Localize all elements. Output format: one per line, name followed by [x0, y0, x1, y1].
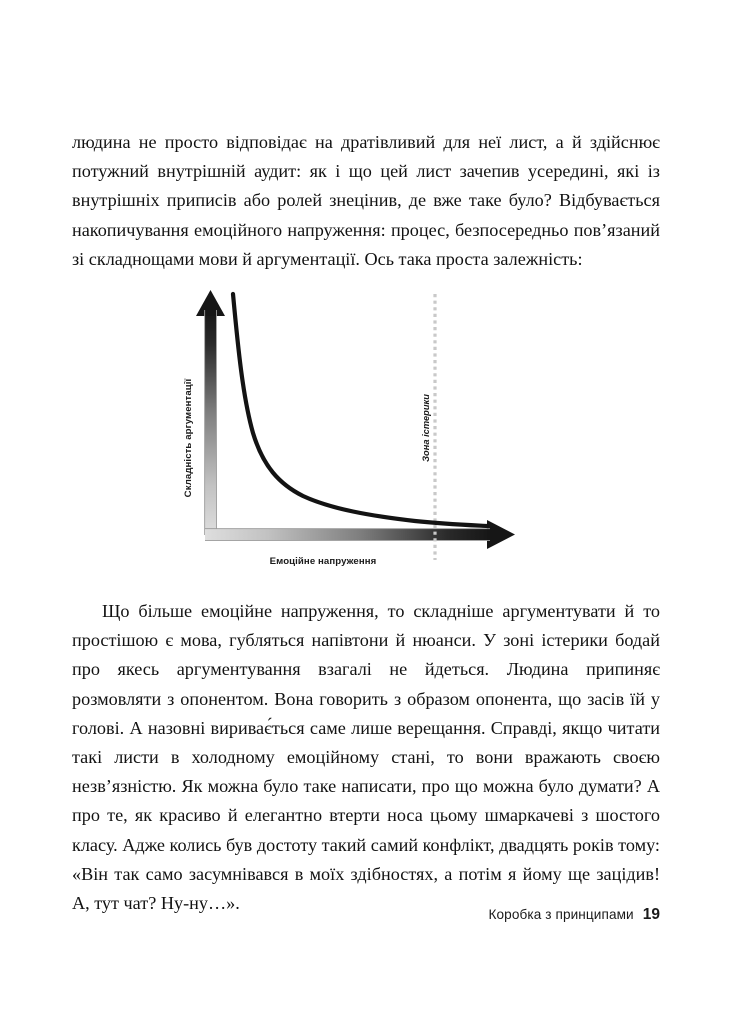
chapter-name: Коробка з принципами	[488, 907, 634, 922]
page-footer	[72, 906, 660, 924]
paragraph-second: Що більше емоційне напруження, то складніше аргументувати й то простішою є мова, губляться напівтони й нюанси. У зоні істерики бодай про якесь аргументування взагалі не йдеться. Людина припиняє розмовляти з опонентом. Вона говорить з образом опонента, що засів їй у голові. А назовні вириває́ться саме лише верещання. Справді, якщо читати такі листи в холодному емоційному стані, то вони вражають своєю незв’язністю. Як можна було таке написати, про що можна було думати? А про те, як красиво й елегантно втерти носа цьому шмаркачеві з шостого класу. Адже колись був достоту такий самий конфлікт, двадцять років тому: «Він так само засумнівався в моїх здібностях, а потім я йому ще зацідив! А, тут чат? Ну-ну…».	[72, 601, 660, 914]
figure-emotion-vs-argument-complexity	[175, 288, 525, 580]
y-axis-label: Складність аргументації	[183, 378, 194, 498]
y-axis-arrow	[196, 290, 225, 535]
decay-curve	[233, 294, 487, 526]
paragraph-first: людина не просто відповідає на дратівливий для неї лист, а й здійснює потужний внутрішній аудит: як і що цей лист зачепив усередині, які із внутрішніх приписів або ролей знецінив, де вже таке було? Відбувається накопичування емоційного напруження: процес, безпосередньо пов’язаний зі складнощами мови й аргументації. Ось така проста залежність:	[72, 132, 660, 269]
page-number: 19	[642, 906, 660, 923]
chart-svg	[175, 288, 525, 580]
x-axis-label: Емоційне напруження	[269, 556, 377, 567]
hysteria-zone-label: Зона істерики	[421, 394, 431, 462]
